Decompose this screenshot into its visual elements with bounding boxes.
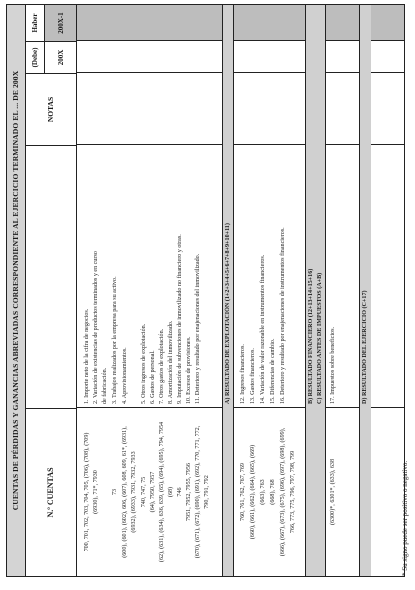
tax-concept: 17. Impuestos sobre beneficios.	[330, 326, 336, 404]
result-d-band	[359, 5, 371, 576]
concept-label: de fabricación.	[102, 367, 108, 404]
header-year-previous: 200X-1	[45, 5, 77, 41]
table-row	[269, 5, 278, 576]
result-b-label: B) RESULTADO FINANCIERO (12+13+14+15+16)	[308, 268, 314, 404]
header-cuentas: N.º CUENTAS	[25, 408, 77, 576]
header-notas: NOTAS	[25, 73, 77, 145]
footnote: * Su signo puede ser positivo o negativo.	[401, 460, 409, 576]
result-d-label: D) RESULTADO DEL EJERCICIO (C+17)	[362, 290, 368, 404]
table-row	[249, 5, 258, 576]
concept-label: 16. Deterioro y resultado por enajenaciones de instrumentos financieros.	[280, 227, 286, 404]
header-haber: Haber	[25, 5, 45, 41]
concept-label: 1. Importe neto de la cifra de negocios.	[84, 308, 90, 404]
header-year-current: 200X	[45, 41, 77, 73]
table-row	[167, 5, 176, 576]
account-codes: (660), (661), (662), (664), (665), (669)	[250, 444, 256, 540]
concept-label: 4. Aprovisionamientos.	[122, 347, 128, 404]
concept-label: 3. Trabajos realizados por la empresa para su activo.	[112, 276, 118, 404]
table-row	[185, 5, 194, 576]
result-a-band	[222, 5, 234, 576]
table-row	[121, 5, 130, 576]
concept-label: 8. Amortización del inmovilizado.	[168, 320, 174, 404]
account-codes: 700, 701, 702, 703, 704, 705, (706), (708), (709)	[84, 432, 90, 552]
header-debe: (Debe)	[25, 41, 45, 73]
table-title: CUENTAS DE PÉRDIDAS Y GANANCIAS ABREVIADAS CORRESPONDIENTE AL EJERCICIO TERMINADO EL ... DE 200X	[7, 5, 26, 576]
tax-accounts: (6300)*, 6301*, (633), 638	[330, 459, 336, 526]
concept-label: 11. Deterioro y resultado por enajenaciones del inmovilizado.	[195, 253, 201, 404]
account-codes: 73	[112, 488, 118, 496]
account-codes: (663), 763	[260, 479, 266, 505]
account-codes: 7951, 7952, 7955, 7956	[186, 463, 192, 521]
table-row	[83, 5, 92, 576]
table-row	[176, 5, 185, 576]
account-codes: (666), (667), (673), (675), (696), (697), (698), (699),	[280, 427, 286, 557]
account-codes: (62), (631), (634), 636, 639, (65), (694), (695), 794, 7954	[159, 421, 165, 563]
account-codes: (68)	[168, 486, 174, 498]
result-c-label: C) RESULTADO ANTES DE IMPUESTOS (A+B)	[317, 272, 323, 404]
account-codes: (600), (601), (602), 606, (607), 608, 609, 61*, (6931),	[122, 426, 128, 558]
concept-label: 2. Variación de existencias de productos terminados y en curso	[93, 251, 99, 404]
concept-label: 7. Otros gastos de explotación.	[159, 328, 165, 404]
account-codes: (670), (671), (672), (690), (691), (692), 770, 771, 772,	[195, 425, 201, 559]
result-bc-band	[305, 5, 326, 576]
account-codes: (6932), (6933), 7931, 7932, 7933	[131, 451, 137, 533]
account-codes: (6930), 71*, 7930	[93, 470, 99, 514]
table-row	[194, 5, 203, 576]
account-codes: 766, 773, 775, 796, 797, 798, 799	[290, 450, 296, 534]
concept-label: 5. Otros ingresos de explotación.	[141, 323, 147, 404]
account-codes: 740, 747, 75	[141, 476, 147, 508]
account-codes: 760, 761, 762, 767, 769	[240, 463, 246, 521]
concept-label: 12. Ingresos financieros.	[240, 344, 246, 404]
result-a-label: A) RESULTADO DE EXPLOTACIÓN (1+2+3+4+5+6+7+8+9+10+11)	[225, 223, 231, 404]
table-row	[239, 5, 248, 576]
tax-row	[329, 5, 338, 576]
table-row	[158, 5, 167, 576]
concept-label: 15. Diferencias de cambio.	[270, 338, 276, 404]
table-row	[203, 5, 212, 576]
account-codes: 790, 791, 792	[204, 475, 210, 509]
concept-label: 13. Gastos financieros.	[250, 348, 256, 404]
table-row	[149, 5, 158, 576]
header-concepto	[25, 145, 77, 408]
concept-label: 9. Imputación de subvenciones de inmovilizado no financiero y otras.	[177, 234, 183, 404]
concept-label: 6. Gastos de personal.	[150, 350, 156, 404]
table-row	[92, 5, 101, 576]
table-row	[130, 5, 139, 576]
table-row	[259, 5, 268, 576]
table-row	[111, 5, 120, 576]
table-row	[289, 5, 298, 576]
concept-label: 14. Variación de valor razonable en instrumentos financieros.	[260, 254, 266, 404]
income-statement-table	[6, 4, 405, 577]
account-codes: (64), 7950, 7957	[150, 471, 156, 513]
account-codes: 746	[177, 487, 183, 497]
table-row	[101, 5, 110, 576]
table-row	[140, 5, 149, 576]
table-row	[279, 5, 288, 576]
concept-label: 10. Excesos de provisiones.	[186, 336, 192, 404]
account-codes: (668), 768	[270, 479, 276, 505]
